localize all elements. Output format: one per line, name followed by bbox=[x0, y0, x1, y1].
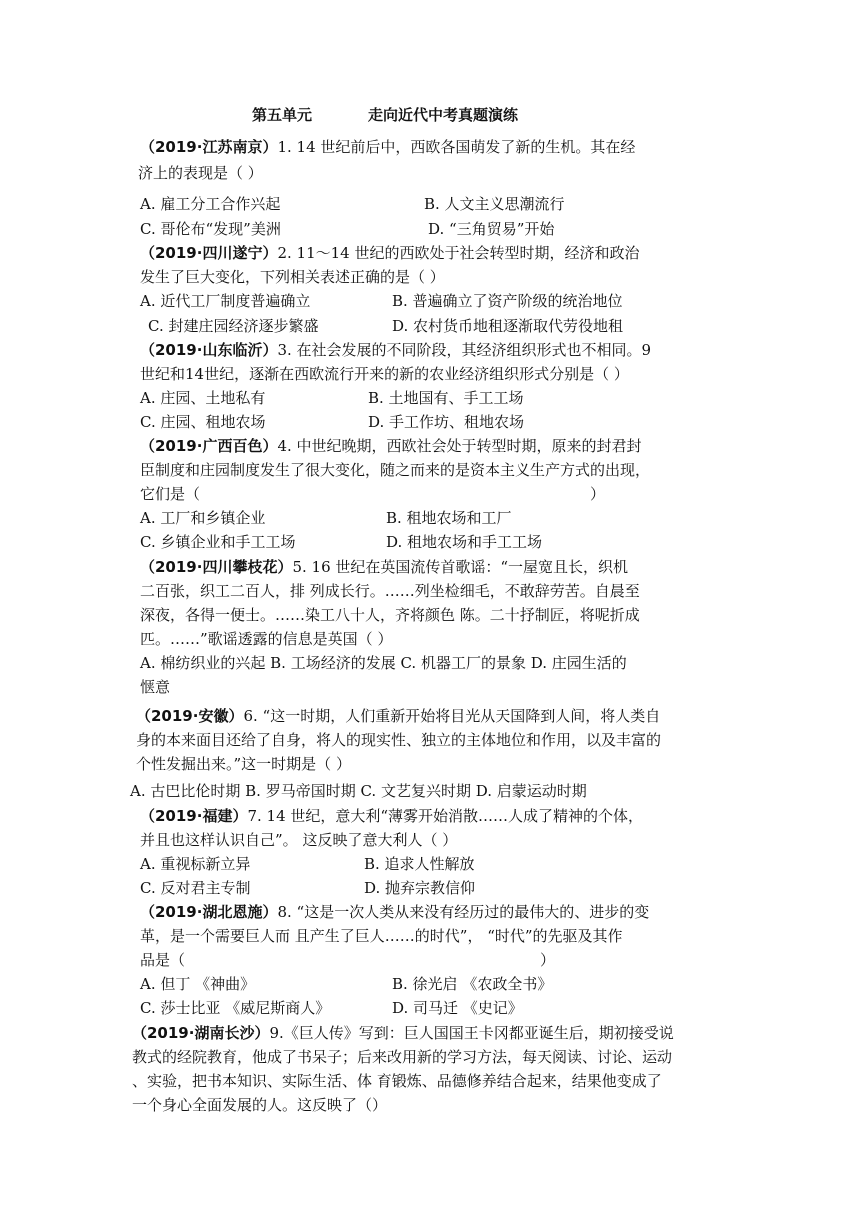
question-7-line-1 bbox=[140, 806, 643, 826]
question-6-line-3: 个性发掘出来。”这一时期是（ ） bbox=[136, 755, 351, 773]
option-d: D. 手工作坊、租地农场 bbox=[368, 413, 525, 431]
question-source: （2019·四川遂宁） bbox=[140, 244, 278, 262]
question-source: （2019·山东临沂） bbox=[140, 341, 278, 359]
option-b: B. 追求人性解放 bbox=[364, 855, 475, 873]
option-d: D. 司马迁 《史记》 bbox=[392, 999, 523, 1017]
question-5-line-2: 二百张，织工二百人，排 列成长行。……列坐检细毛，不敢辞劳苦。自晨至 bbox=[140, 582, 640, 600]
question-source: （2019·湖北恩施） bbox=[140, 903, 278, 921]
question-6-options: A. 古巴比伦时期 B. 罗马帝国时期 C. 文艺复兴时期 D. 启蒙运动时期 bbox=[130, 782, 587, 800]
question-source: （2019·安徽） bbox=[136, 707, 244, 725]
question-9-line-1 bbox=[132, 1023, 674, 1043]
question-source: （2019·湖南长沙） bbox=[132, 1024, 270, 1042]
question-source: （2019·江苏南京） bbox=[140, 138, 278, 156]
option-a: A. 庄园、土地私有 bbox=[140, 389, 266, 407]
question-5-options: A. 棉纺织业的兴起 B. 工场经济的发展 C. 机器工厂的景象 D. 庄园生活的 bbox=[140, 654, 627, 672]
question-5-line-3: 深夜，各得一便士。……染工八十人，齐将颜色 陈。二十抒制匠，将呢折成 bbox=[140, 606, 640, 624]
question-8-line-3: 品是（ bbox=[140, 951, 186, 969]
option-a: A. 近代工厂制度普遍确立 bbox=[140, 292, 311, 310]
option-c: C. 哥伦布“发现”美洲 bbox=[140, 220, 281, 238]
question-9-line-4: 一个身心全面发展的人。这反映了（） bbox=[132, 1096, 388, 1114]
option-c: C. 莎士比亚 《威尼斯商人》 bbox=[140, 999, 331, 1017]
question-6-line-2: 身的本来面目还给了自身，将人的现实性、独立的主体地位和作用，以及丰富的 bbox=[136, 731, 662, 749]
question-8-line-2: 革，是一个需要巨人而 且产生了巨人……的时代”， “时代”的先驱及其作 bbox=[140, 927, 623, 945]
question-4-line-3: 它们是（ bbox=[140, 485, 201, 503]
question-5-options-cont: 惬意 bbox=[140, 678, 171, 696]
question-3-line-1 bbox=[140, 340, 651, 360]
question-5-line-4: 匹。……”歌谣透露的信息是英国（ ） bbox=[140, 630, 393, 648]
question-text: 7. 14 世纪，意大利“薄雾开始消散……人成了精神的个体， bbox=[247, 807, 644, 825]
question-4-line-3-end: ） bbox=[590, 485, 606, 503]
question-1-line-2: 济上的表现是（ ） bbox=[138, 164, 263, 182]
option-b: B. 普遍确立了资产阶级的统治地位 bbox=[392, 292, 623, 310]
question-text: 8. “这是一次人类从来没有经历过的最伟大的、进步的变 bbox=[277, 903, 650, 921]
option-c: C. 封建庄园经济逐步繁盛 bbox=[148, 317, 319, 335]
question-2-line-1 bbox=[140, 243, 639, 263]
question-8-line-1 bbox=[140, 902, 649, 922]
option-c: C. 庄园、租地农场 bbox=[140, 413, 266, 431]
question-text: 5. 16 世纪在英国流传首歌谣：“一屋宽且长，织机 bbox=[292, 558, 629, 576]
option-a: A. 但丁 《神曲》 bbox=[140, 975, 256, 993]
question-9-line-3: 、实验，把书本知识、实际生活、体 育锻炼、品德修养结合起来，结果他变成了 bbox=[132, 1072, 662, 1090]
unit-name: 走向近代中考真题演练 bbox=[368, 106, 519, 124]
option-d: D. “三角贸易”开始 bbox=[428, 220, 555, 238]
option-a: A. 重视标新立异 bbox=[140, 855, 251, 873]
question-8-line-3-end: ） bbox=[540, 951, 556, 969]
option-a: A. 工厂和乡镇企业 bbox=[140, 509, 266, 527]
question-3-line-2: 世纪和14世纪，逐渐在西欧流行开来的新的农业经济组织形式分别是（ ） bbox=[140, 365, 629, 383]
question-text: 9.《巨人传》写到：巨人国国王卡冈都亚诞生后，期初接受说 bbox=[269, 1024, 674, 1042]
question-4-line-1 bbox=[140, 436, 642, 456]
option-c: C. 乡镇企业和手工工场 bbox=[140, 533, 296, 551]
question-6-line-1 bbox=[136, 706, 660, 726]
question-text: 1. 14 世纪前后中，西欧各国萌发了新的生机。其在经 bbox=[277, 138, 636, 156]
question-5-line-1 bbox=[140, 557, 628, 577]
option-b: B. 土地国有、手工工场 bbox=[368, 389, 524, 407]
question-1-line-1 bbox=[140, 137, 635, 157]
option-a: A. 雇工分工合作兴起 bbox=[140, 195, 281, 213]
question-9-line-2: 教式的经院教育，他成了书呆子；后来改用新的学习方法，每天阅读、讨论、运动 bbox=[132, 1048, 673, 1066]
question-source: （2019·福建） bbox=[140, 807, 248, 825]
option-d: D. 抛弃宗教信仰 bbox=[364, 879, 476, 897]
question-text: 4. 中世纪晚期，西欧社会处于转型时期，原来的封君封 bbox=[277, 437, 642, 455]
question-2-line-2: 发生了巨大变化，下列相关表述正确的是（ ） bbox=[140, 268, 445, 286]
question-source: （2019·广西百色） bbox=[140, 437, 278, 455]
question-4-line-2: 臣制度和庄园制度发生了很大变化，随之而来的是资本主义生产方式的出现， bbox=[140, 461, 651, 479]
question-text: 6. “这一时期，人们重新开始将目光从天国降到人间，将人类自 bbox=[243, 707, 661, 725]
question-source: （2019·四川攀枝花） bbox=[140, 558, 293, 576]
option-d: D. 农村货币地租逐渐取代劳役地租 bbox=[392, 317, 624, 335]
unit-label: 第五单元 bbox=[252, 106, 313, 124]
option-b: B. 徐光启 《农政全书》 bbox=[392, 975, 553, 993]
option-d: D. 租地农场和手工工场 bbox=[386, 533, 543, 551]
question-text: 2. 11～14 世纪的西欧处于社会转型时期，经济和政治 bbox=[277, 244, 640, 262]
question-text: 3. 在社会发展的不同阶段，其经济组织形式也不相同。9 bbox=[277, 341, 652, 359]
question-7-line-2: 并且也这样认识自己”。 这反映了意大利人（ ） bbox=[140, 831, 458, 849]
option-b: B. 租地农场和工厂 bbox=[386, 509, 512, 527]
option-c: C. 反对君主专制 bbox=[140, 879, 251, 897]
option-b: B. 人文主义思潮流行 bbox=[424, 195, 565, 213]
